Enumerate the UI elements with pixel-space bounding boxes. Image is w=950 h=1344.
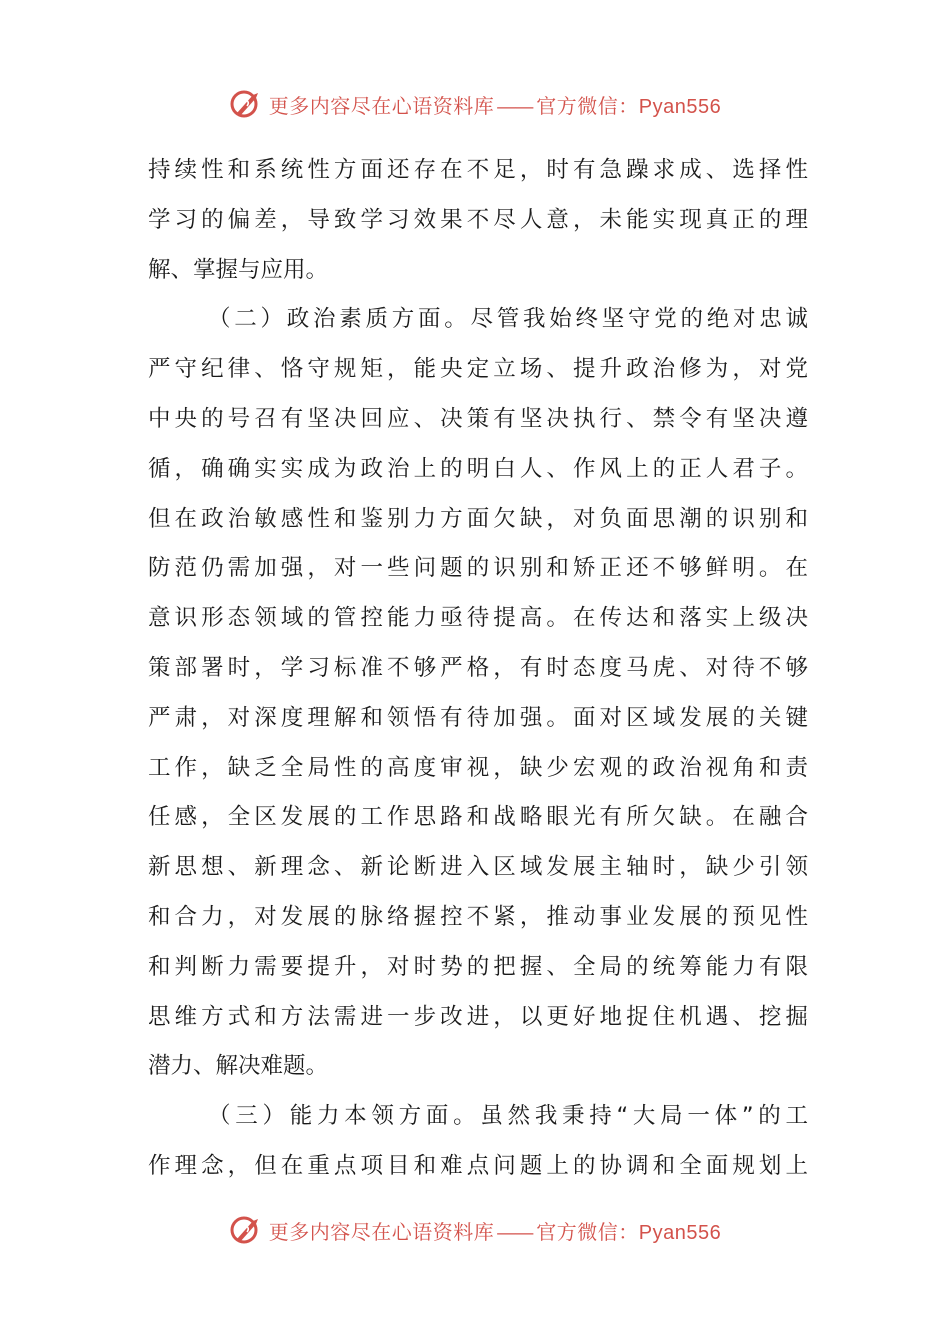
text-line: 思维方式和方法需进一步改进，以更好地捉住机遇、挖掘: [148, 1003, 808, 1030]
text-line: 作理念，但在重点项目和难点问题上的协调和全面规划上: [148, 1152, 808, 1179]
text-line: 和合力，对发展的脉络握控不紧，推动事业发展的预见性: [148, 903, 808, 930]
text-line: 策部署时，学习标准不够严格，有时态度马虎、对待不够: [148, 654, 808, 681]
text-line: 新思想、新理念、新论断进入区域发展主轴时，缺少引领: [148, 854, 808, 881]
document-body: [148, 146, 808, 1192]
watermark-contact-id: Pyan556: [638, 1221, 722, 1244]
watermark-contact-label: 官方微信：: [536, 93, 639, 118]
header-watermark: [0, 84, 950, 124]
text-line: 但在政治敏感性和鉴别力方面欠缺，对负面思潮的识别和: [148, 505, 808, 532]
pen-seal-icon: [229, 1213, 263, 1247]
text-line: （三）能力本领方面。虽然我秉持“大局一体”的工: [208, 1103, 808, 1130]
text-line: 解、掌握与应用。: [148, 256, 329, 283]
text-line: 潜力、解决难题。: [148, 1053, 329, 1080]
text-line: （二）政治素质方面。尽管我始终坚守党的绝对忠诚: [208, 306, 808, 333]
watermark-dash: ——: [496, 1219, 533, 1244]
text-line: 严肃，对深度理解和领悟有待加强。面对区域发展的关键: [148, 704, 808, 731]
watermark-text: [269, 1216, 721, 1245]
watermark-label: 更多内容尽在心语资料库: [268, 93, 495, 118]
text-line: 循，确确实实成为政治上的明白人、作风上的正人君子。: [148, 455, 808, 482]
text-line: 和判断力需要提升，对时势的把握、全局的统筹能力有限: [148, 953, 808, 980]
text-line: 意识形态领域的管控能力亟待提高。在传达和落实上级决: [148, 605, 808, 632]
footer-watermark: [0, 1210, 950, 1250]
text-line: 工作，缺乏全局性的高度审视，缺少宏观的政治视角和责: [148, 754, 808, 781]
text-line: 学习的偏差，导致学习效果不尽人意，未能实现真正的理: [148, 206, 808, 233]
watermark-contact-id: Pyan556: [638, 95, 722, 118]
text-line: 持续性和系统性方面还存在不足，时有急躁求成、选择性: [148, 157, 808, 183]
watermark-dash: ——: [496, 93, 533, 118]
text-line: 严守纪律、恪守规矩，能央定立场、提升政治修为，对党: [148, 356, 808, 383]
watermark-contact-label: 官方微信：: [536, 1219, 639, 1244]
pen-seal-icon: [229, 87, 263, 121]
text-line: 防范仍需加强，对一些问题的识别和矫正还不够鲜明。在: [148, 555, 808, 582]
watermark-label: 更多内容尽在心语资料库: [268, 1219, 495, 1244]
watermark-text: [269, 90, 721, 119]
text-line: 中央的号召有坚决回应、决策有坚决执行、禁令有坚决遵: [148, 405, 808, 432]
text-line: 任感，全区发展的工作思路和战略眼光有所欠缺。在融合: [148, 804, 808, 831]
